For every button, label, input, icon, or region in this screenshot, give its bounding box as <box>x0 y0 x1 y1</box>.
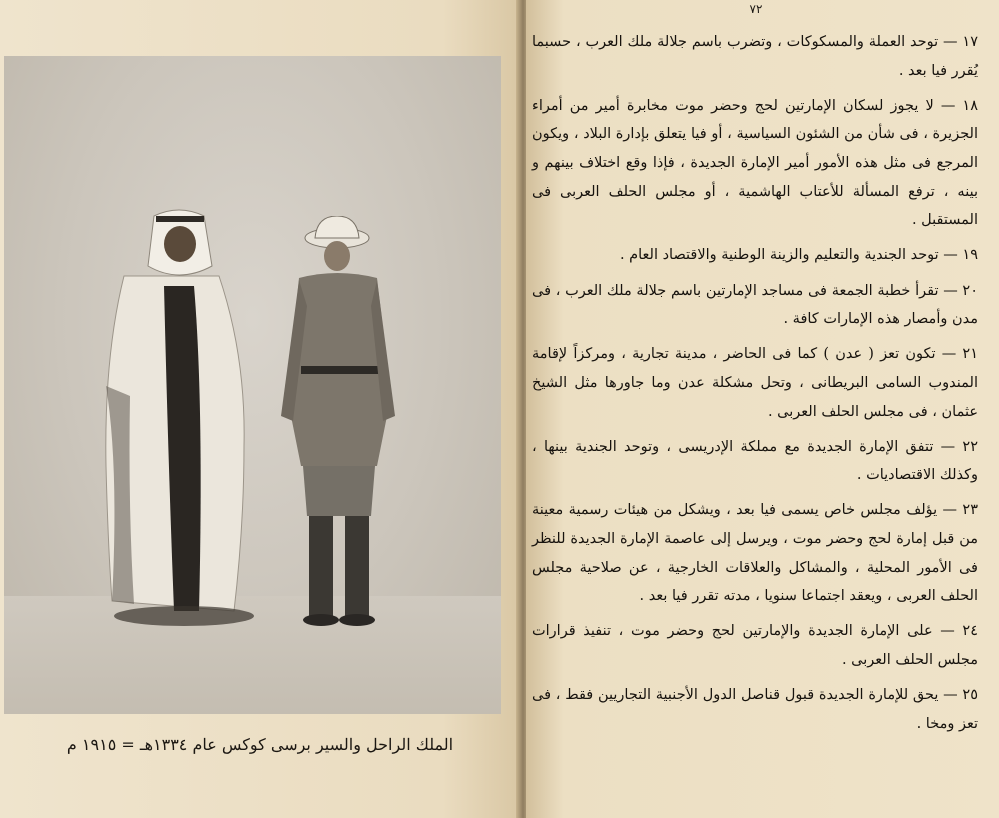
article-25: ٢٥ — يحق للإمارة الجديدة قبول قناصل الدول الأجنبية التجاريين فقط ، فى تعز ومخا . <box>532 687 978 732</box>
article-20: ٢٠ — تقرأ خطبة الجمعة فى مساجد الإمارتين باسم جلالة ملك العرب ، فى مدن وأمصار هذه الإمارات كافة . <box>532 282 978 328</box>
article-18: ١٨ — لا يجوز لسكان الإمارتين لحج وحضر موت مخابرة أمير من أمراء الجزيرة ، فى شأن من الشئون السياسية ، أو فيا يتعلق بإدارة البلاد ، ويكون المرجع فى مثل هذه الأمور أمير الإمارة الجديدة ، فإذا وقع اختلاف بينهم و بينه ، ترفع المسألة للأعتاب الهاشمية ، أو مجلس الحلف العربى فى المستقبل . <box>532 97 978 229</box>
photo-caption: الملك الراحل والسير برسى كوكس عام ١٣٣٤هـ = ١٩١٥ م <box>66 735 454 754</box>
article-22: ٢٢ — تتفق الإمارة الجديدة مع مملكة الإدريسى ، وتوحد الجندية بينها ، وكذلك الاقتصاديات . <box>532 438 978 484</box>
article-24: ٢٤ — على الإمارة الجديدة والإمارتين لحج وحضر موت ، تنفيذ قرارات مجلس الحلف العربى . <box>532 623 978 669</box>
article-21: ٢١ — تكون تعز ( عدن ) كما فى الحاضر ، مدينة تجارية ، ومركزاً لإقامة المندوب السامى البريطانى ، وتحل مشكلة عدن وما جاورها مثل الشيخ عثمان ، فى مجلس الحلف العربى . <box>532 346 978 420</box>
article-17: ١٧ — توحد العملة والمسكوكات ، وتضرب باسم جلالة ملك العرب ، حسبما يُقرر فيا بعد . <box>532 34 978 79</box>
officer-figure <box>259 216 419 636</box>
king-figure <box>94 206 264 636</box>
treaty-articles <box>532 28 978 745</box>
page-number: ٧٢ <box>749 2 763 16</box>
article-23: ٢٣ — يؤلف مجلس خاص يسمى فيا بعد ، ويشكل من هيئات رسمية معينة من قبل إمارة لحج وحضر موت ، ويرسل إلى عاصمة الإمارة الجديدة للنظر فى الأمور المحلية ، والمشاكل والعلاقات الخارجية ، عن صلاحية مجلس الحلف العربى ، ويعقد اجتماعا سنويا ، مدته تقرر فيا بعد . <box>532 502 978 605</box>
historical-photograph <box>4 56 501 714</box>
right-page <box>526 0 999 818</box>
article-19: ١٩ — توحد الجندية والتعليم والزينة الوطنية والاقتصاد العام . <box>619 247 978 264</box>
